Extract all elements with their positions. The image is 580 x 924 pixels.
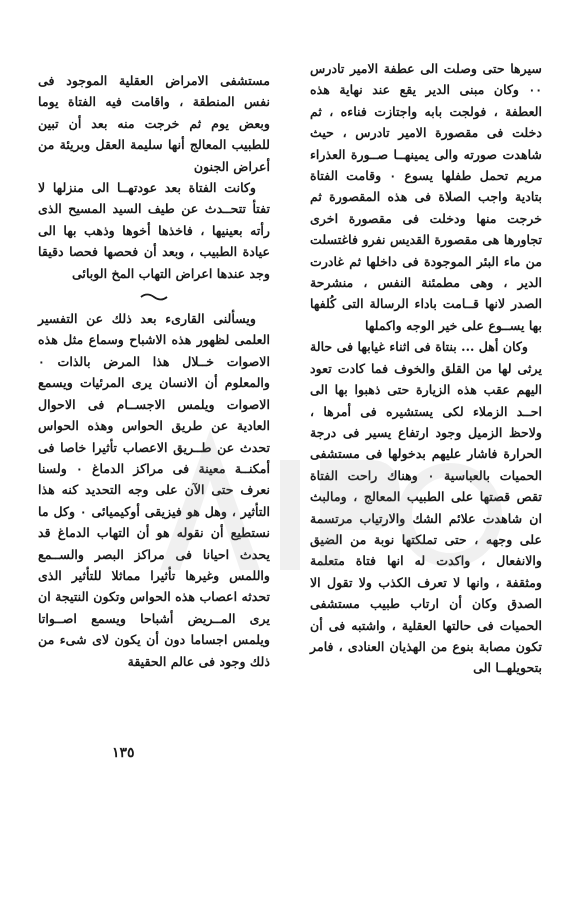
page-number: ١٣٥ bbox=[112, 745, 135, 761]
paragraph: مستشفى الامراض العقلية الموجود فى نفس المنطقة ، واقامت فيه الفتاة يوما وبعض يوم ثم خرجت منه بعد أن تبين للطبيب المعالج أنها سليمة العقل وبريئة من أعراض الجنون bbox=[38, 73, 270, 174]
paragraph: وكان أهل ... بنتاة فى اثناء غيابها فى حالة يرثى لها من القلق والخوف فما كادت تعود اليهم عقب هذه الزيارة حتى ذهبوا بها الى احــد الزملاء لكى يستشيره فى أمرها ، ولاحظ الزميل وجود ارتفاع يسير فى درجة الحرارة فاشار عليهم بدخولها فى مستشفى الحميات بالعباسية ٠ وهناك راحت الفتاة تقص قصتها على الطبيب المعالج ، ومالبث ان شاهدت علائم الشك والارتياب مرتسمة على وجهه ، حتى تملكتها نوبة من الضيق والانفعال ، واكدت له انها فتاة متعلمة ومثقفة ، وانها لا تعرف الكذب ولا تقول الا الصدق وكان أن ارتاب طبيب مستشفى الحميات فى حالتها العقلية ، واشتبه فى أن تكون مصابة بنوع من الهذيان العنادى ، فامر بتحويلهــا الى bbox=[310, 339, 542, 676]
section-separator-ornament bbox=[139, 292, 169, 302]
right-text-column bbox=[310, 58, 542, 679]
left-text-column bbox=[38, 70, 270, 672]
paragraph: ويسألنى القارىء بعد ذلك عن التفسير العلمى لظهور هذه الاشباح وسماع مثل هذه الاصوات خــلال هذا المرض بالذات ٠ والمعلوم أن الانسان يرى المرئيات ويسمع الاصوات ويلمس الاجســام فى الاحوال العادية عن طريق الحواس وهذه الحواس تحدث عن طــريق الاعصاب تأثيرا خاصا فى أمكنــة معينة فى مراكز الدماغ ٠ ولسنا نعرف حتى الآن على وجه التحديد كنه هذا التأثير ، وهل هو فيزيقى أوكيميائى ٠ وكل ما نستطيع أن نقوله هو أن التهاب الدماغ قد يحدث احيانا فى مراكز البصر والســمع واللمس وغيرها تأثيرا مماثلا للتأثير الذى تحدثه اعصاب هذه الحواس وتكون النتيجة ان يرى المــريض أشباحا ويسمع اصــواتا ويلمس اجساما دون أن يكون لاى شىء من ذلك وجود فى عالم الحقيقة bbox=[38, 311, 270, 669]
paragraph: سيرها حتى وصلت الى عطفة الامير تادرس ٠٠ وكان مبنى الدير يقع عند نهاية هذه العطفة ، فولجت بابه واجتازت فناءه ، ثم دخلت فى مقصورة الامير تادرس ، حيث شاهدت صورته والى يمينهــا صــورة العذراء مريم تحمل طفلها يسوع ٠ وقامت الفتاة بتادية واجب الصلاة فى هذه المقصورة ثم خرجت منها ودخلت فى مقصورة اخرى تجاورها هى مقصورة القديس نفرو فاغتسلت من ماء البئر الموجودة فى داخلها ثم غادرت الدير ، وهى مطمئنة النفس ، منشرحة الصدر لانها قــامت باداء الرسالة التى كُلفها بها يســوع على خير الوجه واكملها bbox=[310, 61, 542, 333]
paragraph: وكانت الفتاة بعد عودتهــا الى منزلها لا تفتأ تتحــدث عن طيف السيد المسيح الذى رأته بعينيها ، فاخذها أخوها وذهب بها الى عيادة الطبيب ، وبعد أن فحصها فحصا دقيقا وجد عندها اعراض التهاب المخ الوبائى bbox=[38, 180, 270, 281]
